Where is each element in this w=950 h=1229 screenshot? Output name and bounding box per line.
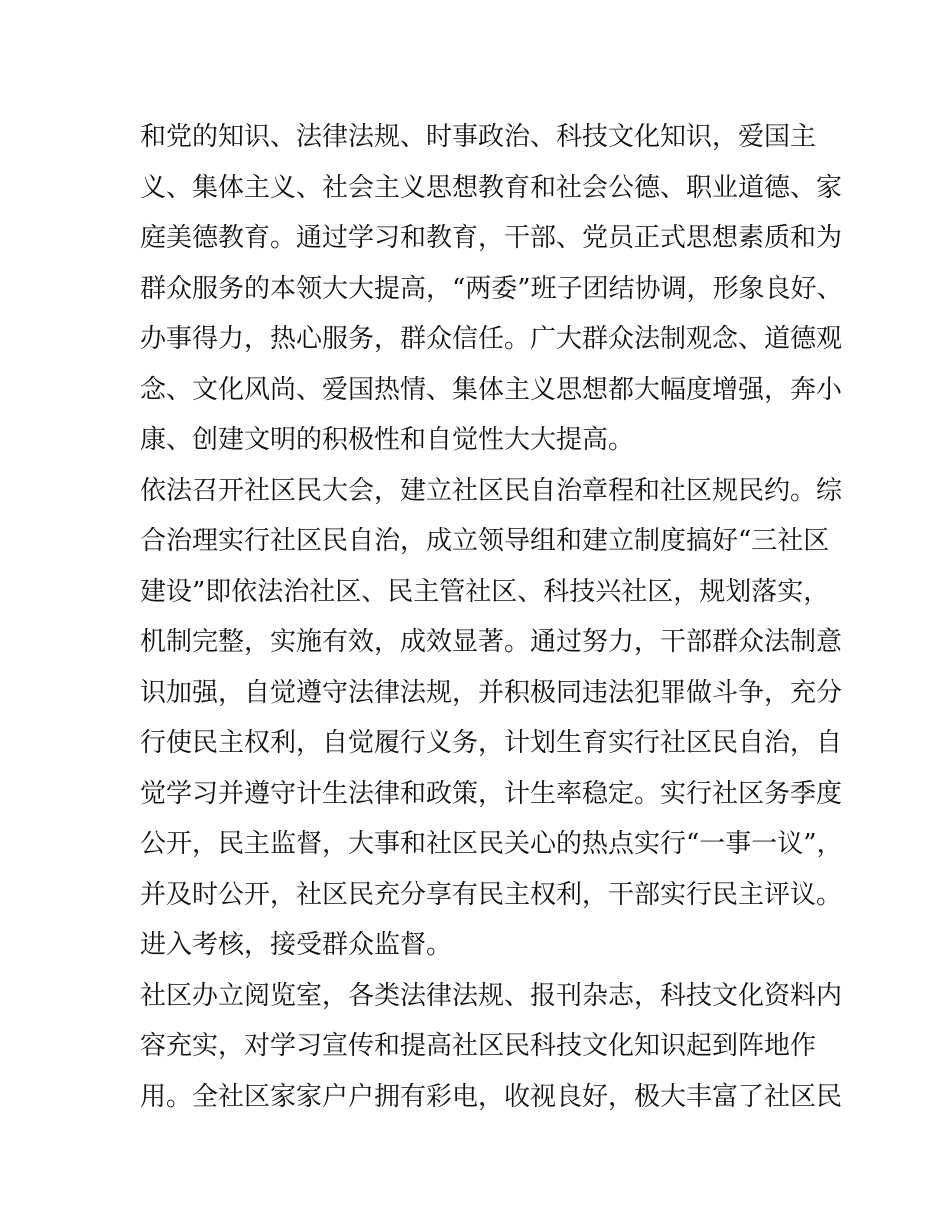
text-line: 行使民主权利，自觉履行义务，计划生育实行社区民自治，自 [140,728,843,758]
text-line: 办事得力，热心服务，群众信任。广大群众法制观念、道德观 [140,324,843,354]
text-line: 念、文化风尚、爱国热情、集体主义思想都大幅度增强，奔小 [140,374,843,405]
text-line: 社区办立阅览室，各类法律法规、报刊杂志，科技文化资料内 [140,980,843,1011]
text-line: 觉学习并遵守计生法律和政策，计生率稳定。实行社区务季度 [140,778,843,809]
text-line: 机制完整，实施有效，成效显著。通过努力，干部群众法制意 [140,627,843,657]
text-line: 和党的知识、法律法规、时事政治、科技文化知识，爱国主 [140,122,817,152]
text-line: 并及时公开，社区民充分享有民主权利，干部实行民主评议。 [140,879,843,910]
text-line: 进入考核，接受群众监督。 [140,930,453,960]
text-line: 合治理实行社区民自治，成立领导组和建立制度搞好“三社区 [140,526,830,556]
text-line: 公开，民主监督，大事和社区民关心的热点实行“一事一议”， [140,829,843,859]
text-line: 康、创建文明的积极性和自觉性大大提高。 [140,425,635,455]
text-line: 义、集体主义、社会主义思想教育和社会公德、职业道德、家 [140,172,843,203]
text-line: 用。全社区家家户户拥有彩电，收视良好，极大丰富了社区民 [140,1081,843,1112]
text-line: 识加强，自觉遵守法律法规，并积极同违法犯罪做斗争，充分 [140,677,843,708]
text-line: 庭美德教育。通过学习和教育，干部、党员正式思想素质和为 [140,223,843,253]
text-line: 依法召开社区民大会，建立社区民自治章程和社区规民约。综 [140,475,843,506]
text-line: 群众服务的本领大大提高，“两委”班子团结协调，形象良好、 [140,273,843,304]
text-line: 容充实，对学习宣传和提高社区民科技文化知识起到阵地作 [140,1031,817,1061]
body-text [140,112,843,1122]
text-line: 建设”即依法治社区、民主管社区、科技兴社区，规划落实， [140,576,830,607]
